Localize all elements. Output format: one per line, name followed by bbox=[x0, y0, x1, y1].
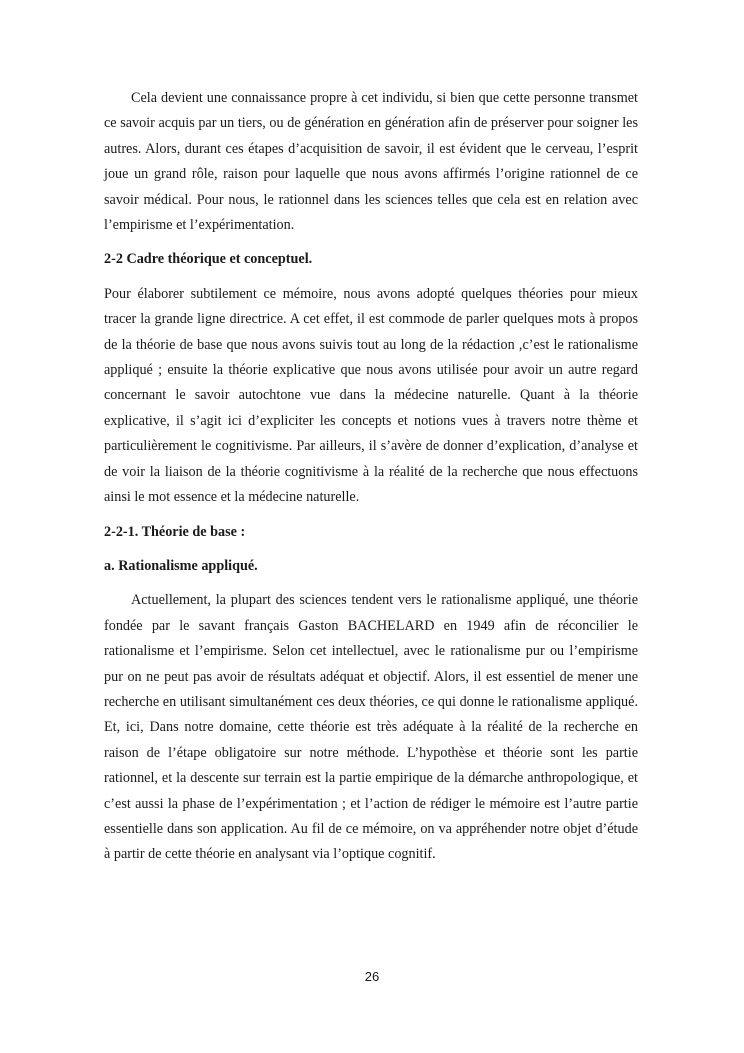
heading-cadre-theorique: 2-2 Cadre théorique et conceptuel. bbox=[104, 251, 313, 268]
heading-rationalisme-applique: a. Rationalisme appliqué. bbox=[104, 557, 258, 574]
heading-theorie-de-base: 2-2-1. Théorie de base : bbox=[104, 523, 246, 540]
paragraph-theories-overview: Pour élaborer subtilement ce mémoire, nous avons adopté quelques théories pour mieux tracer la grande ligne directrice. A cet effet, il est commode de parler quelques mots à propos de la théorie de base que nous avons suivis tout au long de la rédaction ,c’est le rationalisme appliqué ; ensuite la théorie explicative que nous avons utilisée pour avoir un autre regard concernant le savoir autochtone vue dans la médecine naturelle. Quant à la théorie explicative, il s’agit ici d’expliciter les concepts et notions vues à travers notre thème et particulièrement le cognitivisme. Par ailleurs, il s’avère de donner d’explication, d’analyse et de voir la liaison de la théorie cognitivisme à la réalité de la recherche que nous effectuons ainsi le mot essence et la médecine naturelle. bbox=[104, 285, 638, 506]
document-page bbox=[104, 86, 638, 868]
paragraph-rationalisme-applique: Actuellement, la plupart des sciences tendent vers le rationalisme appliqué, une théorie fondée par le savant français Gaston BACHELARD en 1949 afin de réconcilier le rationalisme et l’empirisme. Selon cet intellectuel, avec le rationalisme pur ou l’empirisme pur on ne peut pas avoir de résultats adéquat et objectif. Alors, il est essentiel de mener une recherche en utilisant simultanément ces deux théories, ce qui donne le rationalisme appliqué. Et, ici, Dans notre domaine, cette théorie est très adéquate à la réalité de la recherche en raison de l’étape obligatoire sur notre méthode. L’hypothèse et théorie sont les partie rationnel, et la descente sur terrain est la partie empirique de la démarche anthropologique, et c’est aussi la phase de l’expérimentation ; et l’action de rédiger le mémoire est l’autre partie essentielle dans son application. Au fil de ce mémoire, on va appréhender notre objet d’étude à partir de cette théorie en analysant via l’optique cognitif. bbox=[104, 592, 638, 863]
paragraph-knowledge-transmission: Cela devient une connaissance propre à cet individu, si bien que cette personne transmet ce savoir acquis par un tiers, ou de génération en génération afin de préserver pour soigner les autres. Alors, durant ces étapes d’acquisition de savoir, il est évident que le cerveau, l’esprit joue un grand rôle, raison pour laquelle que nous avons affirmés l’origine rationnel de ce savoir médical. Pour nous, le rationnel dans les sciences telles que cela est en relation avec l’empirisme et l’expérimentation. bbox=[104, 90, 638, 234]
page-number: 26 bbox=[364, 969, 380, 984]
